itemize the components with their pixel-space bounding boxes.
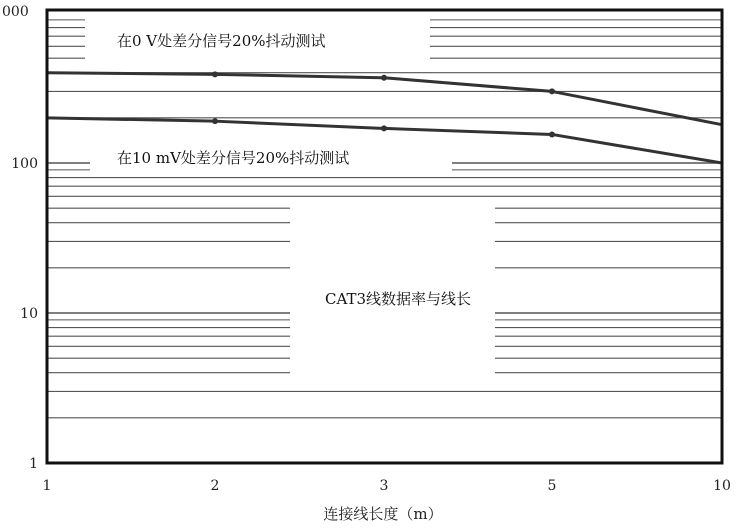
y-tick-label: 1 <box>29 456 38 472</box>
series-1-point <box>381 75 387 81</box>
y-tick-label: 10 <box>20 306 38 322</box>
y-tick-label: 000 <box>2 4 29 20</box>
series-2-point <box>549 131 555 137</box>
x-tick-label: 5 <box>547 478 557 494</box>
chart-annotation: CAT3线数据率与线长 <box>325 290 472 308</box>
series-1-point <box>212 71 218 77</box>
series-2-point <box>212 118 218 124</box>
x-axis-label: 连接线长度（m） <box>323 505 443 523</box>
x-tick-label: 2 <box>210 478 220 494</box>
legend-series-1-label: 在0 V处差分信号20%抖动测试 <box>117 32 326 50</box>
x-tick-label: 3 <box>379 478 389 494</box>
y-tick-label: 100 <box>11 156 38 172</box>
legend-series-2-label: 在10 mV处差分信号20%抖动测试 <box>117 149 350 167</box>
series-2-point <box>381 125 387 131</box>
x-tick-label: 10 <box>713 478 731 494</box>
series-1-point <box>549 88 555 94</box>
x-tick-label: 1 <box>42 478 52 494</box>
